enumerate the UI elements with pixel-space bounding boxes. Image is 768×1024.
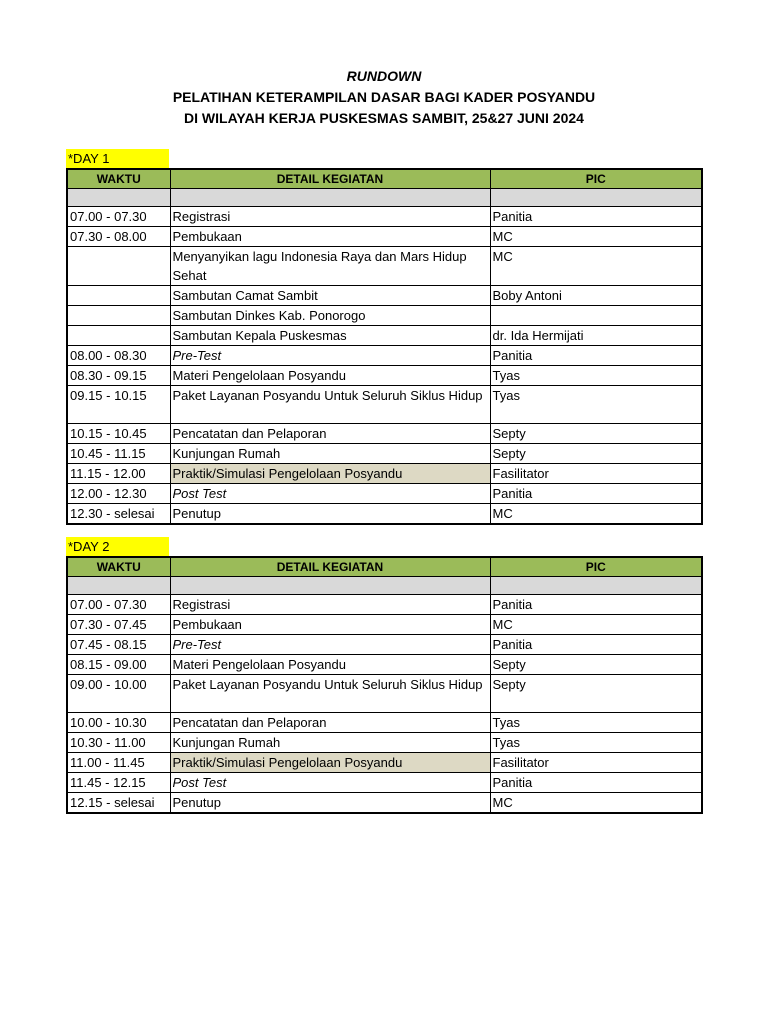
time-cell: 11.00 - 11.45 bbox=[67, 753, 170, 773]
detail-cell: Penutup bbox=[170, 504, 490, 525]
pic-cell bbox=[490, 306, 702, 326]
time-cell: 12.00 - 12.30 bbox=[67, 484, 170, 504]
pic-cell: Panitia bbox=[490, 484, 702, 504]
pic-cell: Septy bbox=[490, 655, 702, 675]
pic-cell: Tyas bbox=[490, 386, 702, 424]
table-row bbox=[67, 286, 702, 306]
time-cell: 12.15 - selesai bbox=[67, 793, 170, 814]
pic-cell: MC bbox=[490, 504, 702, 525]
time-cell: 08.30 - 09.15 bbox=[67, 366, 170, 386]
detail-cell: Pre-Test bbox=[170, 346, 490, 366]
table-row bbox=[67, 675, 702, 713]
time-cell bbox=[67, 286, 170, 306]
header-waktu: WAKTU bbox=[67, 557, 170, 577]
time-cell: 10.30 - 11.00 bbox=[67, 733, 170, 753]
pic-cell: Panitia bbox=[490, 635, 702, 655]
table-row bbox=[67, 444, 702, 464]
table-row bbox=[67, 424, 702, 444]
pic-cell: Septy bbox=[490, 675, 702, 713]
table-row bbox=[67, 326, 702, 346]
detail-cell: Materi Pengelolaan Posyandu bbox=[170, 366, 490, 386]
detail-cell: Menyanyikan lagu Indonesia Raya dan Mars Hidup Sehat bbox=[170, 247, 490, 286]
pic-cell: Panitia bbox=[490, 595, 702, 615]
time-cell: 07.00 - 07.30 bbox=[67, 595, 170, 615]
pic-cell: MC bbox=[490, 615, 702, 635]
time-cell: 10.00 - 10.30 bbox=[67, 713, 170, 733]
time-cell: 07.30 - 07.45 bbox=[67, 615, 170, 635]
header-detail-kegiatan: DETAIL KEGIATAN bbox=[170, 169, 490, 189]
pic-cell: Tyas bbox=[490, 733, 702, 753]
time-cell bbox=[67, 247, 170, 286]
detail-cell: Registrasi bbox=[170, 207, 490, 227]
pic-cell: MC bbox=[490, 247, 702, 286]
time-cell: 07.00 - 07.30 bbox=[67, 207, 170, 227]
detail-cell: Pembukaan bbox=[170, 615, 490, 635]
table-row bbox=[67, 464, 702, 484]
detail-cell: Sambutan Kepala Puskesmas bbox=[170, 326, 490, 346]
time-cell: 07.30 - 08.00 bbox=[67, 227, 170, 247]
detail-cell: Penutup bbox=[170, 793, 490, 814]
day2-header-row bbox=[67, 557, 702, 577]
time-cell: 09.00 - 10.00 bbox=[67, 675, 170, 713]
pic-cell: MC bbox=[490, 227, 702, 247]
table-row bbox=[67, 793, 702, 814]
time-cell: 11.15 - 12.00 bbox=[67, 464, 170, 484]
detail-cell: Pembukaan bbox=[170, 227, 490, 247]
table-row bbox=[67, 366, 702, 386]
time-cell: 08.00 - 08.30 bbox=[67, 346, 170, 366]
day2-spacer-row bbox=[67, 577, 702, 595]
detail-cell: Pencatatan dan Pelaporan bbox=[170, 424, 490, 444]
table-row bbox=[67, 655, 702, 675]
header-waktu: WAKTU bbox=[67, 169, 170, 189]
detail-cell: Pre-Test bbox=[170, 635, 490, 655]
day2-section bbox=[66, 537, 703, 814]
day1-section bbox=[66, 149, 703, 525]
header-detail-kegiatan: DETAIL KEGIATAN bbox=[170, 557, 490, 577]
detail-cell: Post Test bbox=[170, 773, 490, 793]
table-row bbox=[67, 504, 702, 525]
pic-cell: dr. Ida Hermijati bbox=[490, 326, 702, 346]
time-cell bbox=[67, 326, 170, 346]
header-pic: PIC bbox=[490, 169, 702, 189]
day2-label: *DAY 2 bbox=[66, 537, 169, 556]
pic-cell: Septy bbox=[490, 424, 702, 444]
table-row bbox=[67, 615, 702, 635]
pic-cell: Fasilitator bbox=[490, 464, 702, 484]
time-cell: 10.45 - 11.15 bbox=[67, 444, 170, 464]
table-row bbox=[67, 773, 702, 793]
document-title-block bbox=[0, 66, 768, 129]
table-row bbox=[67, 346, 702, 366]
day1-table bbox=[66, 168, 703, 525]
pic-cell: Tyas bbox=[490, 713, 702, 733]
table-row bbox=[67, 733, 702, 753]
table-row bbox=[67, 595, 702, 615]
day1-header-row bbox=[67, 169, 702, 189]
detail-cell: Sambutan Camat Sambit bbox=[170, 286, 490, 306]
time-cell: 10.15 - 10.45 bbox=[67, 424, 170, 444]
detail-cell: Praktik/Simulasi Pengelolaan Posyandu bbox=[170, 753, 490, 773]
table-row bbox=[67, 306, 702, 326]
detail-cell: Materi Pengelolaan Posyandu bbox=[170, 655, 490, 675]
detail-cell: Paket Layanan Posyandu Untuk Seluruh Siklus Hidup bbox=[170, 675, 490, 713]
table-row bbox=[67, 484, 702, 504]
pic-cell: Septy bbox=[490, 444, 702, 464]
title-training-name: PELATIHAN KETERAMPILAN DASAR BAGI KADER POSYANDU bbox=[172, 89, 596, 105]
table-row bbox=[67, 207, 702, 227]
header-pic: PIC bbox=[490, 557, 702, 577]
table-row bbox=[67, 635, 702, 655]
table-row bbox=[67, 713, 702, 733]
pic-cell: Fasilitator bbox=[490, 753, 702, 773]
time-cell bbox=[67, 306, 170, 326]
pic-cell: Panitia bbox=[490, 207, 702, 227]
table-row bbox=[67, 227, 702, 247]
time-cell: 07.45 - 08.15 bbox=[67, 635, 170, 655]
detail-cell: Sambutan Dinkes Kab. Ponorogo bbox=[170, 306, 490, 326]
detail-cell: Post Test bbox=[170, 484, 490, 504]
detail-cell: Paket Layanan Posyandu Untuk Seluruh Siklus Hidup bbox=[170, 386, 490, 424]
table-row bbox=[67, 753, 702, 773]
time-cell: 11.45 - 12.15 bbox=[67, 773, 170, 793]
detail-cell: Registrasi bbox=[170, 595, 490, 615]
day2-table bbox=[66, 556, 703, 814]
detail-cell: Pencatatan dan Pelaporan bbox=[170, 713, 490, 733]
time-cell: 09.15 - 10.15 bbox=[67, 386, 170, 424]
title-rundown: RUNDOWN bbox=[346, 68, 422, 84]
table-row bbox=[67, 247, 702, 286]
pic-cell: Panitia bbox=[490, 346, 702, 366]
pic-cell: Panitia bbox=[490, 773, 702, 793]
time-cell: 12.30 - selesai bbox=[67, 504, 170, 525]
pic-cell: Tyas bbox=[490, 366, 702, 386]
detail-cell: Kunjungan Rumah bbox=[170, 733, 490, 753]
day1-label: *DAY 1 bbox=[66, 149, 169, 168]
title-location-date: DI WILAYAH KERJA PUSKESMAS SAMBIT, 25&27 JUNI 2024 bbox=[184, 110, 584, 126]
pic-cell: MC bbox=[490, 793, 702, 814]
time-cell: 08.15 - 09.00 bbox=[67, 655, 170, 675]
detail-cell: Kunjungan Rumah bbox=[170, 444, 490, 464]
pic-cell: Boby Antoni bbox=[490, 286, 702, 306]
detail-cell: Praktik/Simulasi Pengelolaan Posyandu bbox=[170, 464, 490, 484]
table-row bbox=[67, 386, 702, 424]
day1-spacer-row bbox=[67, 189, 702, 207]
